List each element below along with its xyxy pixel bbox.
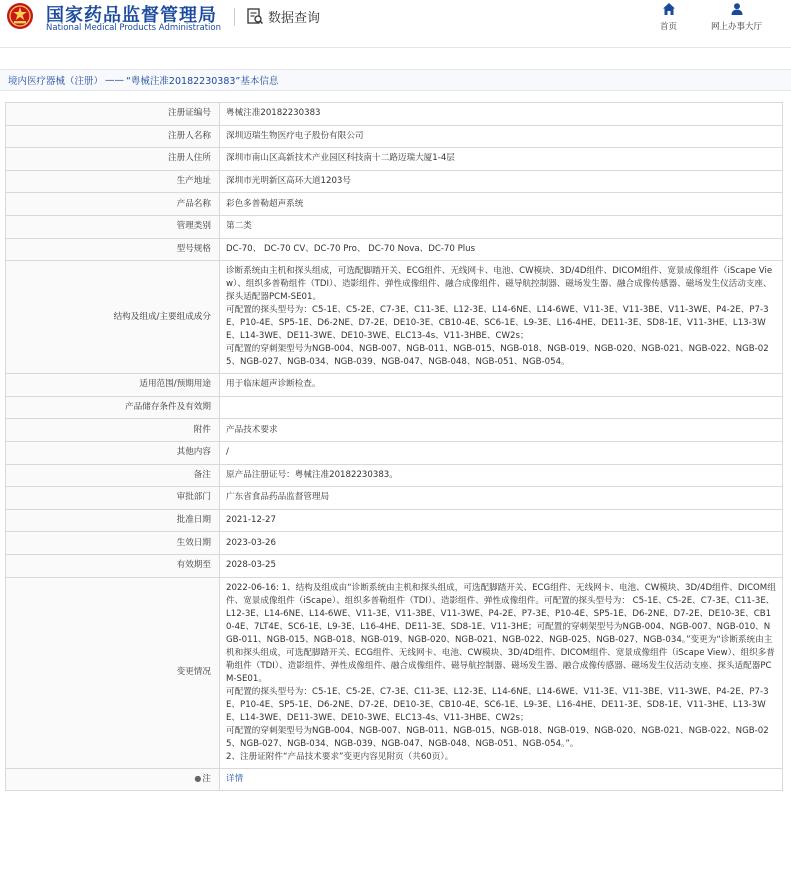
data-query-label[interactable] [246,6,320,26]
row-label: 产品名称 [6,193,220,216]
row-value: 深圳迈瑞生物医疗电子股份有限公司 [220,125,783,148]
table-row [6,554,783,577]
row-label: 批准日期 [6,509,220,532]
table-row-note [6,768,783,791]
national-emblem-icon [6,2,34,30]
row-label: 注册人名称 [6,125,220,148]
table-row [6,261,783,374]
row-label: 产品储存条件及有效期 [6,396,220,419]
row-label: 生产地址 [6,170,220,193]
row-value: 诊断系统由主机和探头组成，可选配脚踏开关、ECG组件、无线网卡、电池、CW模块、3D/4D组件、DICOM组件、宽景成像组件（iScape View）、组织多普勒组件（TDI）、造影组件、弹性成像组件、融合成像组件、磁导航控制器、磁场发生器、融合成像传感器、磁场发生仪活动支座、探头适配器PCM-SE01。 可配置的探头型号为：C5-1E、C5-2E、C7-3E、C11-3E、L12-3E、L14-6NE、L14-6WE、V11-3E、V11-3BE、V11-3WE、P4-2E、P7-3E、P10-4E、SP5-1E、D6-2NE、D7-2E、DE10-3E、CB10-4E、SC6-1E、L9-3E、L16-4HE、DE11-3E、SD8-1E、V11-3HE、L13-3WE、L14-3WE、DE11-3WE、DE10-3WE、ELC13-4s、V11-3HBE、CW2s； 可配置的穿刺架型号为NGB-004、NGB-007、NGB-011、NGB-015、NGB-018、NGB-019、NGB-020、NGB-021、NGB-022、NGB-025、NGB-027、NGB-034、NGB-039、NGB-047、NGB-048、NGB-051、NGB-054。 [220,261,783,374]
row-label: 变更情况 [6,577,220,768]
row-value: / [220,441,783,464]
row-label: 备注 [6,464,220,487]
home-icon [662,2,676,16]
header-divider [234,8,235,26]
breadcrumb-record: “粤械注准20182230383”基本信息 [126,76,279,87]
breadcrumb-category[interactable]: 境内医疗器械（注册） [8,76,104,87]
nav-online-office-label: 网上办事大厅 [711,22,763,32]
row-value: 产品技术要求 [220,419,783,442]
row-label: 有效期至 [6,554,220,577]
details-link[interactable]: 详情 [226,773,244,784]
user-icon [730,2,744,16]
breadcrumb-separator: —— [105,74,125,86]
data-query-icon [246,7,264,25]
table-row [6,103,783,126]
row-value: 粤械注准20182230383 [220,103,783,126]
row-value: 深圳市南山区高新技术产业园区科技南十二路迈瑞大厦1-4层 [220,148,783,171]
row-value: 第二类 [220,215,783,238]
table-row [6,396,783,419]
row-label: 注册证编号 [6,103,220,126]
table-row [6,532,783,555]
row-value [220,396,783,419]
row-label: 适用范围/预期用途 [6,374,220,397]
table-row [6,464,783,487]
row-value: 2028-03-25 [220,554,783,577]
site-title-en: National Medical Products Administration [46,23,221,33]
row-label: 生效日期 [6,532,220,555]
detail-table [5,102,783,791]
table-row [6,125,783,148]
row-value: 深圳市光明新区高环大道1203号 [220,170,783,193]
detail-table-wrapper [5,102,783,791]
nav-online-office[interactable] [711,2,762,32]
nav-home-label: 首页 [660,22,678,32]
data-query-text: 数据查询 [268,10,321,26]
table-row [6,441,783,464]
row-value: 2023-03-26 [220,532,783,555]
row-label: 附件 [6,419,220,442]
table-row [6,577,783,768]
row-label: 其他内容 [6,441,220,464]
table-row [6,487,783,510]
row-value [220,768,783,791]
row-value: 2022-06-16: 1、结构及组成由“诊断系统由主机和探头组成，可选配脚踏开关、ECG组件、无线网卡、电池、CW模块、3D/4D组件、DICOM组件、宽景成像组件（iScape）、组织多普勒组件（TDI）、造影组件、弹性成像组件。可配置的探头型号为： C5-1E、C5-2E、C7-3E、C11-3E、L12-3E、L14-6NE、L14-6WE、V11-3E、V11-3BE、V11-3WE、P4-2E、P7-3E、P10-4E、SP5-1E、D6-2NE、D7-2E、DE10-3E、CB10-4E、7LT4E、SC6-1E、L9-3E、L16-4HE、DE11-3E、SD8-1E、V11-3HE；可配置的穿刺架型号为NGB-004、NGB-007、NGB-010、NGB-011、NGB-015、NGB-018、NGB-019、NGB-020、NGB-021、NGB-022、NGB-025、NGB-027、NGB-034。”变更为“诊断系统由主机和探头组成，可选配脚踏开关、ECG组件、无线网卡、电池、CW模块、3D/4D组件、DICOM组件、宽景成像组件（iScape View）、组织多普勒组件（TDI）、造影组件、弹性成像组件、融合成像组件、磁导航控制器、磁场发生器、融合成像传感器、磁场发生仪活动支座、探头适配器PCM-SE01。 可配置的探头型号为：C5-1E、C5-2E、C7-3E、C11-3E、L12-3E、L14-6NE、L14-6WE、V11-3E、V11-3BE、V11-3WE、P4-2E、P7-3E、P10-4E、SP5-1E、D6-2NE、D7-2E、DE10-3E、CB10-4E、SC6-1E、L9-3E、L16-4HE、DE11-3E、SD8-1E、V11-3HE、L13-3WE、L14-3WE、DE11-3WE、DE10-3WE、ELC13-4s、V11-3HBE、CW2s； 可配置的穿刺架型号为NGB-004、NGB-007、NGB-011、NGB-015、NGB-018、NGB-019、NGB-020、NGB-021、NGB-022、NGB-025、NGB-027、NGB-034、NGB-039、NGB-047、NGB-048、NGB-051、NGB-054。”。 2、注册证附件“产品技术要求”变更内容见附页（共60页）。 [220,577,783,768]
row-label [6,768,220,791]
row-value: 彩色多普勒超声系统 [220,193,783,216]
nav-home[interactable] [660,2,677,32]
row-value: 用于临床超声诊断检查。 [220,374,783,397]
row-value: 原产品注册证号：粤械注准20182230383。 [220,464,783,487]
table-row [6,170,783,193]
row-value: 广东省食品药品监督管理局 [220,487,783,510]
row-label: 管理类别 [6,215,220,238]
table-row [6,215,783,238]
row-value: DC-70、 DC-70 CV、DC-70 Pro、 DC-70 Nova、DC-70 Plus [220,238,783,261]
breadcrumb [0,69,791,91]
site-title[interactable]: 国家药品监督管理局 [46,5,217,26]
note-icon: ● [194,774,202,784]
table-row [6,193,783,216]
table-row [6,238,783,261]
row-label: 型号规格 [6,238,220,261]
table-row [6,509,783,532]
table-row [6,374,783,397]
table-row [6,148,783,171]
row-label: 注册人住所 [6,148,220,171]
site-header [0,0,791,48]
table-row [6,419,783,442]
row-value: 2021-12-27 [220,509,783,532]
row-label: 结构及组成/主要组成成分 [6,261,220,374]
note-label: 注 [202,774,211,785]
row-label: 审批部门 [6,487,220,510]
